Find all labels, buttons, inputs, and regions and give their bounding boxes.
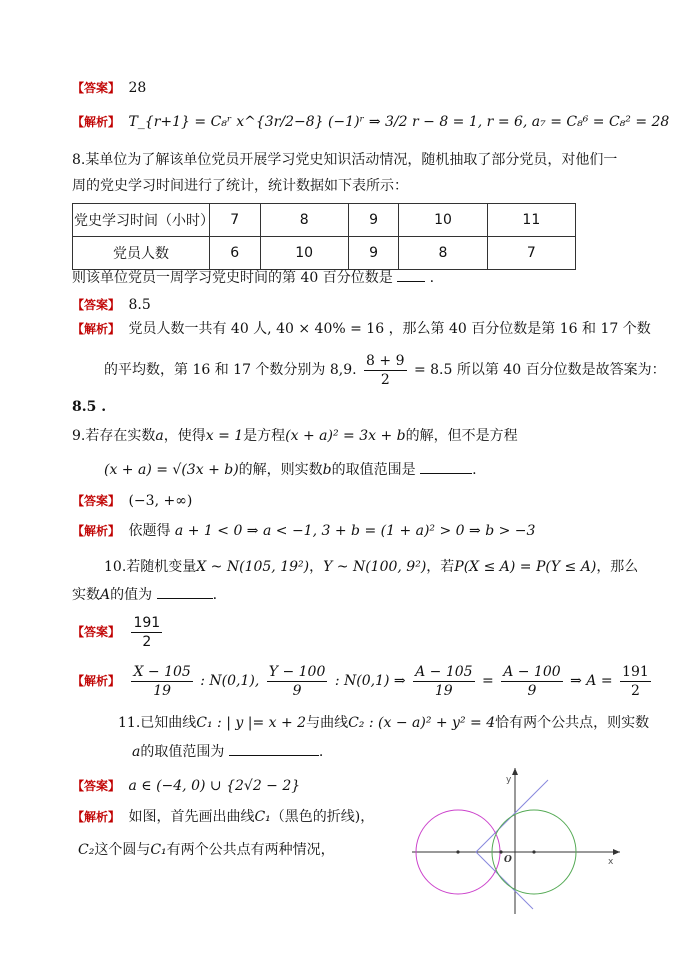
q10-math: Y ~ N(100, 9²) <box>323 559 427 575</box>
center-point <box>456 850 459 853</box>
q8-solution-line-3: 8.5 . <box>72 399 107 415</box>
answer-blank <box>397 281 425 282</box>
q11-solution-line-2 <box>78 840 335 860</box>
q11-math: C₁ : | y |= x + 2 <box>196 715 307 731</box>
denominator: 19 <box>434 682 453 699</box>
q10-solution-line <box>72 661 654 701</box>
period: . <box>472 462 477 478</box>
q11-text: 与曲线 <box>306 715 349 731</box>
q8-answer: 8.5 <box>128 297 151 313</box>
table-row <box>73 237 576 270</box>
q9-var: a <box>155 428 164 444</box>
q9-sol-text: 依题得 <box>128 523 171 539</box>
q9-math: x = 1 <box>205 428 244 444</box>
table-row <box>73 204 576 237</box>
q11-answer: a ∈ (−4, 0) ∪ {2√2 − 2} <box>128 778 301 794</box>
x-axis-arrow <box>613 849 620 855</box>
q11-text: 恰有两个公共点，则实数 <box>495 715 650 731</box>
fraction <box>267 663 328 700</box>
fraction <box>620 663 651 700</box>
denominator: 2 <box>142 633 152 650</box>
denominator: 2 <box>380 371 390 388</box>
answer-tag: 【答案】 <box>72 298 121 312</box>
q10-text: ，那么 <box>596 559 639 575</box>
q11-sol-text: 如图，首先画出曲线 <box>128 809 255 825</box>
numerator: X − 105 <box>133 663 191 680</box>
q11-sol-text: 这个圆与 <box>94 842 151 858</box>
q11-text: 11.已知曲线 <box>118 715 197 731</box>
table-cell: 10 <box>260 237 348 270</box>
q8-sol-math: = 8.5 <box>413 362 453 378</box>
q11-var: a <box>132 744 141 760</box>
fraction <box>501 663 562 700</box>
q11-text: 的取值范围为 <box>140 744 225 760</box>
fraction <box>131 614 162 651</box>
period: . <box>429 270 435 286</box>
fraction <box>364 352 406 389</box>
fraction <box>413 663 474 700</box>
q9-stem-2 <box>104 460 477 480</box>
answer-blank <box>157 598 213 599</box>
origin-label: O <box>504 855 512 865</box>
q9-stem-1 <box>72 426 518 446</box>
solution-tag: 【解析】 <box>72 524 121 538</box>
q11-sol-text: （黑色的折线)， <box>270 809 375 825</box>
q10-answer-line <box>72 612 165 652</box>
table-cell: 7 <box>210 204 261 237</box>
q11-sol-text: 有两个公共点有两种情况， <box>166 842 335 858</box>
q8-stem-1: 8.某单位为了解该单位党员开展学习党史知识活动情况，随机抽取了部分党员，对他们一 <box>72 152 618 168</box>
q10-math: X ~ N(105, 19²) <box>196 559 310 575</box>
answer-tag: 【答案】 <box>72 81 121 95</box>
q10-text: ， <box>309 559 324 575</box>
q11-sol-math: C₁ <box>150 842 167 858</box>
table-cell: 9 <box>348 204 399 237</box>
answer-tag: 【答案】 <box>72 494 121 508</box>
q7-solution: T_{r+1} = C₈ʳ x^{3r/2−8} (−1)ʳ ⇒ 3/2 r − 8 = 1, r = 6, a₇ = C₈⁶ = C₈² = 28 <box>128 114 670 130</box>
q9-math: (x + a)² = 3x + b <box>285 428 406 444</box>
numerator: A − 100 <box>503 663 561 680</box>
q8-solution-line-1 <box>72 319 651 339</box>
q11-stem-2 <box>132 742 323 762</box>
q8-sol-text: ，那么第 40 百分位数是第 16 和 17 个数 <box>388 321 651 337</box>
q8-question-text: 则该单位党员一周学习党史时间的第 40 百分位数是 <box>72 270 393 286</box>
period: . <box>318 744 324 760</box>
y-axis-arrow <box>512 768 518 775</box>
q9-text: 9.若存在实数 <box>72 428 156 444</box>
q8-sol-text: 党员人数一共有 40 人, <box>128 321 277 337</box>
q11-math: C₂ : (x − a)² + y² = 4 <box>348 715 496 731</box>
answer-blank <box>420 473 472 474</box>
fraction <box>131 663 192 700</box>
numerator: 8 + 9 <box>366 352 405 369</box>
q9-text: 是方程 <box>243 428 286 444</box>
numerator: 191 <box>133 614 161 631</box>
table-cell: 6 <box>210 237 261 270</box>
y-label: y <box>506 775 512 785</box>
table-cell: 10 <box>399 204 487 237</box>
q10-stem-1 <box>104 557 638 577</box>
q8-answer-line <box>72 295 151 315</box>
table-cell: 8 <box>260 204 348 237</box>
q7-solution-line <box>72 112 669 132</box>
q9-var: b <box>322 462 332 478</box>
q11-sol-math: C₁ <box>254 809 271 825</box>
table-cell: 8 <box>399 237 487 270</box>
q9-solution-line <box>72 521 535 541</box>
q9-math: (x + a) = √(3x + b) <box>104 462 239 478</box>
table-cell: 9 <box>348 237 399 270</box>
q10-math: ⇒ A = <box>570 673 613 689</box>
q7-answer: 28 <box>128 80 147 96</box>
q8-question <box>72 268 434 288</box>
denominator: 19 <box>153 682 172 699</box>
q8-stem-2: 周的党史学习时间进行了统计，统计数据如下表所示： <box>72 178 408 194</box>
denominator: 2 <box>630 682 640 699</box>
q8-solution-line-2 <box>104 350 666 390</box>
x-label: x <box>608 857 614 867</box>
solution-tag: 【解析】 <box>72 674 121 688</box>
q10-math: P(X ≤ A) = P(Y ≤ A) <box>454 559 597 575</box>
q10-math: : N(0,1) ⇒ <box>334 673 406 689</box>
q11-sol-math: C₂ <box>78 842 95 858</box>
numerator: Y − 100 <box>268 663 326 680</box>
denominator: 9 <box>527 682 537 699</box>
table-header-members: 党员人数 <box>73 237 210 270</box>
study-time-table <box>72 203 576 270</box>
q9-text: 的取值范围是 <box>331 462 416 478</box>
period: . <box>212 587 218 603</box>
q10-text: 的值为 <box>110 587 153 603</box>
q11-solution-line-1 <box>72 807 374 827</box>
q10-var: A <box>100 587 111 603</box>
answer-tag: 【答案】 <box>72 625 121 639</box>
table-cell: 11 <box>487 204 575 237</box>
center-point <box>532 850 535 853</box>
curve-figure <box>408 764 624 916</box>
answer-tag: 【答案】 <box>72 779 121 793</box>
q10-math: = <box>482 673 494 689</box>
table-cell: 7 <box>487 237 575 270</box>
solution-tag: 【解析】 <box>72 322 121 336</box>
answer-blank <box>229 755 319 756</box>
q9-answer: (−3, +∞) <box>128 493 193 509</box>
q9-text: 的解，则实数 <box>238 462 323 478</box>
q9-text: ，使得 <box>163 428 206 444</box>
q10-text: 实数 <box>72 587 100 603</box>
numerator: A − 105 <box>415 663 473 680</box>
numerator: 191 <box>622 663 649 680</box>
q11-stem-1 <box>118 713 649 733</box>
q8-sol-math: 40 × 40% = 16 <box>276 321 385 337</box>
q10-text: ，若 <box>426 559 455 575</box>
q9-text: 的解，但不是方程 <box>405 428 518 444</box>
q10-math: : N(0,1), <box>200 673 260 689</box>
table-header-hours: 党史学习时间（小时） <box>73 204 210 237</box>
q8-sol-text: 的平均数，第 16 和 17 个数分别为 8,9. <box>104 362 362 378</box>
q7-answer-line <box>72 78 146 98</box>
denominator: 9 <box>292 682 302 699</box>
solution-tag: 【解析】 <box>72 115 121 129</box>
solution-tag: 【解析】 <box>72 810 121 824</box>
q10-stem-2 <box>72 585 217 605</box>
q11-answer-line <box>72 776 300 796</box>
q8-sol-text: 所以第 40 百分位数是故答案为： <box>456 362 666 378</box>
q10-text: 10.若随机变量 <box>104 559 197 575</box>
q9-solution: a + 1 < 0 ⇒ a < −1, 3 + b = (1 + a)² > 0 ⇒ b > −3 <box>174 523 536 539</box>
point <box>499 850 502 853</box>
q9-answer-line <box>72 491 192 511</box>
